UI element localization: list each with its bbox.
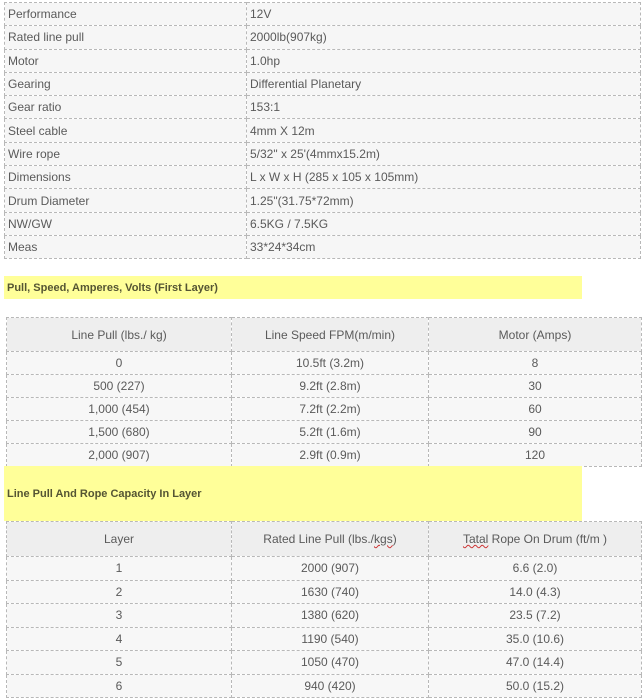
cell-rated-line-pull: 1630 (740)	[232, 580, 429, 604]
table-row	[7, 627, 642, 651]
spellcheck-word: kgs	[374, 532, 393, 546]
table-row	[5, 96, 641, 119]
cell-line-speed: 5.2ft (1.6m)	[232, 421, 429, 444]
cell-line-speed: 7.2ft (2.2m)	[232, 398, 429, 421]
table-row	[7, 557, 642, 581]
table-header-row	[7, 318, 642, 352]
spec-label: NW/GW	[5, 212, 247, 235]
cell-rated-line-pull: 940 (420)	[232, 674, 429, 698]
spec-value: 12V	[247, 3, 641, 26]
cell-rated-line-pull: 1380 (620)	[232, 604, 429, 628]
column-header-line-speed: Line Speed FPM(m/min)	[232, 318, 429, 352]
spec-value: Differential Planetary	[247, 72, 641, 95]
section-heading-text: Line Pull And Rope Capacity In Layer	[7, 487, 202, 500]
cell-motor-amps: 120	[429, 444, 642, 467]
spellcheck-word: Tatal	[462, 532, 489, 546]
spec-label: Dimensions	[5, 166, 247, 189]
section-heading-rope-capacity	[4, 466, 582, 521]
header-text: )	[392, 532, 397, 546]
table-row	[7, 444, 642, 467]
spec-value: 5/32" x 25'(4mmx15.2m)	[247, 142, 641, 165]
spec-label: Wire rope	[5, 142, 247, 165]
spec-label: Rated line pull	[5, 26, 247, 49]
table-row	[7, 651, 642, 675]
table-row	[5, 119, 641, 142]
section-heading-text: Pull, Speed, Amperes, Volts (First Layer)	[7, 281, 218, 294]
cell-layer: 2	[7, 580, 232, 604]
cell-line-pull: 1,000 (454)	[7, 398, 232, 421]
table-row	[5, 49, 641, 72]
cell-motor-amps: 90	[429, 421, 642, 444]
cell-layer: 1	[7, 557, 232, 581]
cell-motor-amps: 30	[429, 375, 642, 398]
cell-line-pull: 1,500 (680)	[7, 421, 232, 444]
cell-total-rope: 50.0 (15.2)	[429, 674, 642, 698]
table-row	[7, 375, 642, 398]
rope-capacity-table	[6, 521, 642, 698]
spec-value: 33*24*34cm	[247, 235, 641, 258]
section-heading-pull-speed	[4, 276, 582, 299]
column-header-total-rope	[429, 522, 642, 557]
table-row	[7, 674, 642, 698]
spec-label: Gearing	[5, 72, 247, 95]
table-row	[5, 72, 641, 95]
spec-value: 2000lb(907kg)	[247, 26, 641, 49]
table-row	[5, 3, 641, 26]
spec-table	[4, 2, 641, 259]
cell-rated-line-pull: 2000 (907)	[232, 557, 429, 581]
spec-value: 4mm X 12m	[247, 119, 641, 142]
header-text: Rope On Drum (ft/m )	[488, 532, 608, 546]
table-row	[7, 421, 642, 444]
spec-label: Drum Diameter	[5, 189, 247, 212]
spec-value: 1.0hp	[247, 49, 641, 72]
spec-label: Motor	[5, 49, 247, 72]
table-row	[7, 398, 642, 421]
cell-total-rope: 14.0 (4.3)	[429, 580, 642, 604]
spec-value: 6.5KG / 7.5KG	[247, 212, 641, 235]
spec-label: Gear ratio	[5, 96, 247, 119]
table-row	[7, 352, 642, 375]
cell-motor-amps: 60	[429, 398, 642, 421]
cell-line-pull: 2,000 (907)	[7, 444, 232, 467]
cell-total-rope: 47.0 (14.4)	[429, 651, 642, 675]
table-row	[5, 142, 641, 165]
cell-layer: 6	[7, 674, 232, 698]
spec-value: L x W x H (285 x 105 x 105mm)	[247, 166, 641, 189]
table-row	[5, 26, 641, 49]
column-header-rated-line-pull	[232, 522, 429, 557]
table-row	[5, 189, 641, 212]
cell-layer: 4	[7, 627, 232, 651]
cell-line-pull: 0	[7, 352, 232, 375]
spec-label: Meas	[5, 235, 247, 258]
header-text: Rated Line Pull (lbs./	[263, 532, 375, 546]
table-row	[7, 604, 642, 628]
column-header-layer: Layer	[7, 522, 232, 557]
cell-line-pull: 500 (227)	[7, 375, 232, 398]
cell-layer: 3	[7, 604, 232, 628]
table-header-row	[7, 522, 642, 557]
table-row	[5, 212, 641, 235]
cell-rated-line-pull: 1050 (470)	[232, 651, 429, 675]
pull-speed-table	[6, 317, 642, 467]
table-row	[5, 166, 641, 189]
cell-total-rope: 6.6 (2.0)	[429, 557, 642, 581]
spec-label: Performance	[5, 3, 247, 26]
cell-line-speed: 10.5ft (3.2m)	[232, 352, 429, 375]
spec-label: Steel cable	[5, 119, 247, 142]
cell-line-speed: 9.2ft (2.8m)	[232, 375, 429, 398]
cell-rated-line-pull: 1190 (540)	[232, 627, 429, 651]
spec-value: 153:1	[247, 96, 641, 119]
table-row	[7, 580, 642, 604]
cell-total-rope: 35.0 (10.6)	[429, 627, 642, 651]
cell-total-rope: 23.5 (7.2)	[429, 604, 642, 628]
column-header-line-pull: Line Pull (lbs./ kg)	[7, 318, 232, 352]
spec-value: 1.25"(31.75*72mm)	[247, 189, 641, 212]
cell-motor-amps: 8	[429, 352, 642, 375]
table-row	[5, 235, 641, 258]
cell-line-speed: 2.9ft (0.9m)	[232, 444, 429, 467]
cell-layer: 5	[7, 651, 232, 675]
column-header-motor-amps: Motor (Amps)	[429, 318, 642, 352]
